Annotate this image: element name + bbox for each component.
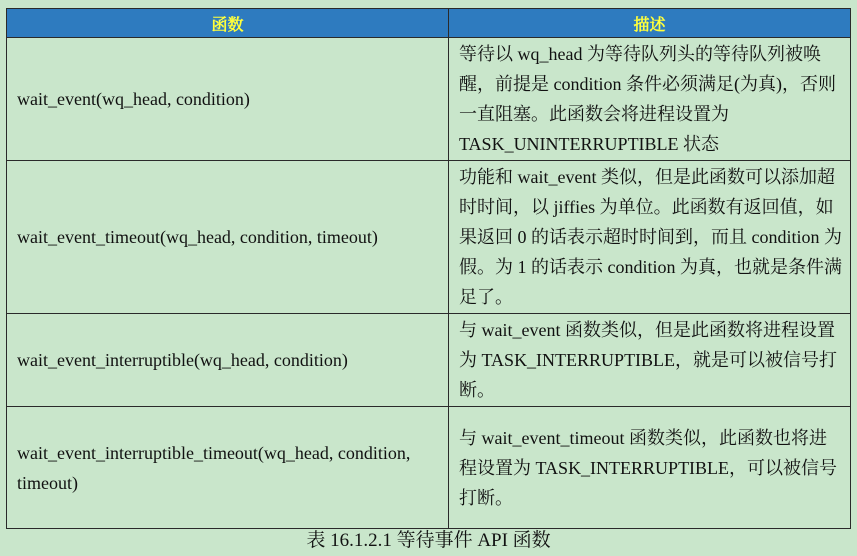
function-cell (7, 161, 449, 314)
table-caption: 表 16.1.2.1 等待事件 API 函数 (306, 530, 551, 551)
description-cell (449, 407, 851, 529)
function-name: wait_event_interruptible_timeout(wq_head, condition, timeout) (17, 442, 411, 493)
function-cell (7, 407, 449, 529)
function-description: 功能和 wait_event 类似，但是此函数可以添加超时时间，以 jiffies 为单位。此函数有返回值，如果返回 0 的话表示超时时间到，而且 condition 为假。为 1 的话表示 condition 为真，也就是条件满足了。 (459, 167, 842, 307)
function-name: wait_event_interruptible(wq_head, condition) (17, 350, 348, 370)
table-row (7, 38, 851, 161)
header-function: 函数 (7, 9, 449, 38)
function-name: wait_event(wq_head, condition) (17, 89, 250, 109)
description-cell (449, 314, 851, 407)
function-description: 与 wait_event 函数类似，但是此函数将进程设置为 TASK_INTERRUPTIBLE，就是可以被信号打断。 (459, 320, 838, 400)
table-header-row (7, 9, 851, 38)
api-table (6, 8, 851, 529)
table-row (7, 314, 851, 407)
function-name: wait_event_timeout(wq_head, condition, timeout) (17, 227, 378, 247)
header-description: 描述 (449, 9, 851, 38)
table-row (7, 407, 851, 529)
function-description: 与 wait_event_timeout 函数类似，此函数也将进程设置为 TASK_INTERRUPTIBLE，可以被信号打断。 (459, 427, 838, 508)
function-description: 等待以 wq_head 为等待队列头的等待队列被唤醒，前提是 condition 条件必须满足(为真)，否则一直阻塞。此函数会将进程设置为 TASK_UNINTERRUPTIBLE 状态 (459, 44, 836, 154)
table-row (7, 161, 851, 314)
description-cell (449, 161, 851, 314)
description-cell (449, 38, 851, 161)
function-cell (7, 38, 449, 161)
function-cell (7, 314, 449, 407)
